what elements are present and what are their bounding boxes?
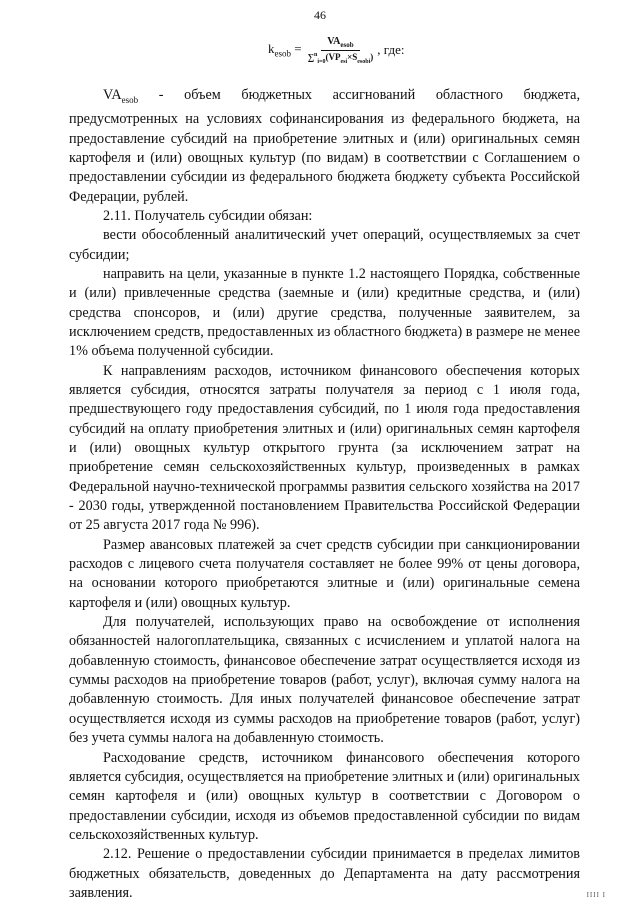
vaesob-subscript: esob [121, 94, 139, 105]
formula-denominator-vp: (VP [325, 51, 341, 62]
paragraph-2-11-heading: 2.11. Получатель субсидии обязан: [103, 207, 313, 224]
formula-tail: , где: [377, 42, 405, 57]
formula-numerator-symbol: VA [327, 35, 341, 47]
paragraph-advance-payments: Размер авансовых платежей за счет средств субсидии при санкционировании расходов с лицевого счета получателя составляет не более 99% от цены договора, на основании которого приобретаются элитные и (или) оригинальные семена картофеля и (или) овощных культур. [69, 536, 580, 611]
document-body [69, 86, 580, 903]
paragraph-spending-of-funds: Расходование средств, источником финансового обеспечения которого является субсидия, осуществляется на приобретение элитных и (или) оригинальных семян картофеля и (или) овощных культур в соответствии с Договором о предоставлении субсидии, исходя из объемов предоставленной субсидии по видам сельскохозяйственных культур. [69, 749, 580, 843]
paragraph-expense-directions: К направлениям расходов, источником финансового обеспечения которых является субсидия, относятся затраты получателя за период с 1 июля года, предшествующего году предоставления субсидий, по 1 июля года предоставления субсидий на оплату приобретения элитных и (или) оригинальных семян картофеля и (или) овощных культур открытого грунта (за исключением затрат на приобретение семян сельскохозяйственных культур, произведенных в рамках Федеральной научно-технической программы развития сельского хозяйства на 2017 - 2030 годы, утвержденной постановлением Правительства Российской Федерации от 25 августа 2017 года № 996). [69, 362, 580, 534]
paragraph-vaesob-definition [69, 86, 580, 207]
formula-kesob [268, 26, 404, 74]
formula-sum-sign: ∑ [307, 51, 315, 62]
formula-denominator-s-subscript: esobi [357, 58, 371, 65]
page-number: 46 [314, 8, 326, 22]
vaesob-term [103, 87, 138, 103]
formula-denominator-vp-subscript: esi [340, 58, 348, 65]
paragraph-obligation-accounting: вести обособленный аналитический учет операций, осуществляемых за счет субсидии; [69, 227, 580, 263]
formula-denominator-close: ) [370, 51, 374, 62]
paragraph-2-12-decision: 2.12. Решение о предоставлении субсидии принимается в пределах лимитов бюджетных обязательств, доведенных до Департамента на дату рассмотрения заявления. [69, 846, 580, 901]
formula-lhs-symbol: k [268, 41, 275, 57]
formula-numerator-subscript: esob [340, 40, 354, 49]
paragraph-vat-rules: Для получателей, использующих право на освобождение от исполнения обязанностей налогоплательщика, связанных с исчислением и уплатой налога на добавленную стоимость, финансовое обеспечение затрат осуществляется исходя из суммы расходов на приобретение товаров (работ, услуг), включая сумму налога на добавленную стоимость. Для иных получателей финансовое обеспечение затрат осуществляется исходя из суммы расходов на приобретение товаров (работ, услуг) без учета суммы налога на добавленную стоимость. [69, 614, 580, 747]
formula-sum-lower: i=0 [317, 58, 326, 65]
vaesob-symbol: VA [103, 87, 122, 103]
formula-lhs: $k_{esob}$ = [268, 41, 302, 59]
formula-denominator [308, 51, 374, 65]
footer-scan-mark: IIII I [586, 891, 606, 899]
formula-numerator [321, 36, 359, 51]
formula-lhs-subscript: esob [274, 48, 291, 59]
formula-fraction [308, 36, 374, 65]
formula-denominator-s: ×S [347, 51, 358, 62]
formula-sum-upper: n [314, 51, 318, 58]
vaesob-definition-text: - объем бюджетных ассигнований областного бюджета, предусмотренных на условиях софинансирования из федерального бюджета, на предоставление субсидий на приобретение элитных и (или) оригинальных семян картофеля и (или) овощных культур (по видам) в соответствии с Соглашением о предоставлении субсидии из федерального бюджета бюджету субъекта Российской Федерации, рублей. [69, 87, 580, 205]
paragraph-obligation-cofinancing: направить на цели, указанные в пункте 1.2 настоящего Порядка, собственные и (или) привлеченные средства (заемные и (или) кредитные средства, и (или) средства спонсоров, и (или) другие средства, полученные заявителем, за исключением средств, предоставленных из областного бюджета) в размере не менее 1% объема полученной субсидии. [69, 265, 580, 360]
